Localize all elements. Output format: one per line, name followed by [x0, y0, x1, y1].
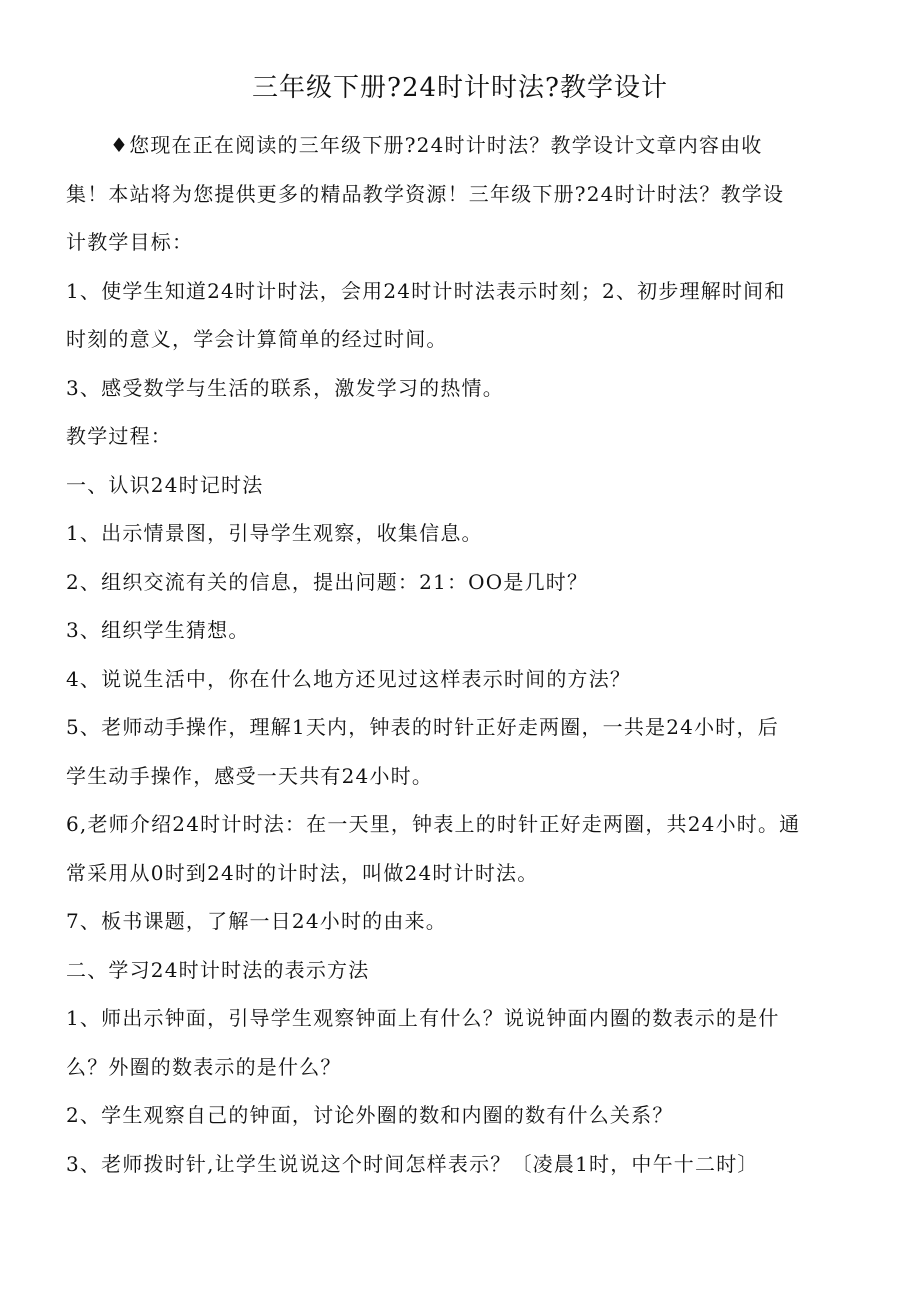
step-line: 学生动手操作，感受一天共有24小时。 — [66, 763, 434, 788]
objective-line-3: 3、感受数学与生活的联系，激发学习的热情。 — [66, 375, 504, 400]
intro-line-1: ♦您现在正在阅读的三年级下册?24时计时法？教学设计文章内容由收 — [110, 133, 763, 157]
step-line: 1、师出示钟面，引导学生观察钟面上有什么？说说钟面内圈的数表示的是什 — [66, 1006, 780, 1030]
section-heading-1: 一、认识24时记时法 — [66, 472, 264, 497]
step-line: 3、组织学生猜想。 — [66, 618, 250, 642]
step-line: 常采用从0时到24时的计时法，叫做24时计时法。 — [66, 860, 539, 885]
step-line: 7、板书课题，了解一日24小时的由来。 — [66, 909, 447, 933]
step-line: 6,老师介绍24时计时法：在一天里，钟表上的时针正好走两圈，共24小时。通 — [66, 812, 801, 836]
objective-line-1: 1、使学生知道24时计时法，会用24时计时法表示时刻；2、初步理解时间和 — [66, 278, 786, 303]
document-title: 三年级下册?24时计时法?教学设计 — [252, 73, 668, 103]
intro-line-2: 集！本站将为您提供更多的精品教学资源！三年级下册?24时计时法？教学设 — [66, 181, 785, 206]
document-body — [66, 121, 858, 1188]
step-line: 4、说说生活中，你在什么地方还见过这样表示时间的方法？ — [66, 666, 632, 691]
step-line: 2、学生观察自己的钟面，讨论外圈的数和内圈的数有什么关系？ — [66, 1103, 674, 1127]
section-heading-2: 二、学习24时计时法的表示方法 — [66, 957, 370, 982]
step-line: 1、出示情景图，引导学生观察，收集信息。 — [66, 521, 483, 545]
objective-line-2: 时刻的意义，学会计算简单的经过时间。 — [66, 327, 448, 351]
objectives-heading: 计教学目标： — [66, 230, 194, 254]
step-line: 么？外圈的数表示的是什么？ — [66, 1054, 342, 1079]
step-line: 5、老师动手操作，理解1天内，钟表的时针正好走两圈，一共是24小时，后 — [66, 715, 779, 739]
process-heading: 教学过程： — [66, 424, 172, 448]
step-line: 2、组织交流有关的信息，提出问题：21：OO是几时？ — [66, 569, 589, 594]
step-line: 3、老师拨时针,让学生说说这个时间怎样表示？〔凌晨1时，中午十二时〕 — [66, 1151, 759, 1176]
